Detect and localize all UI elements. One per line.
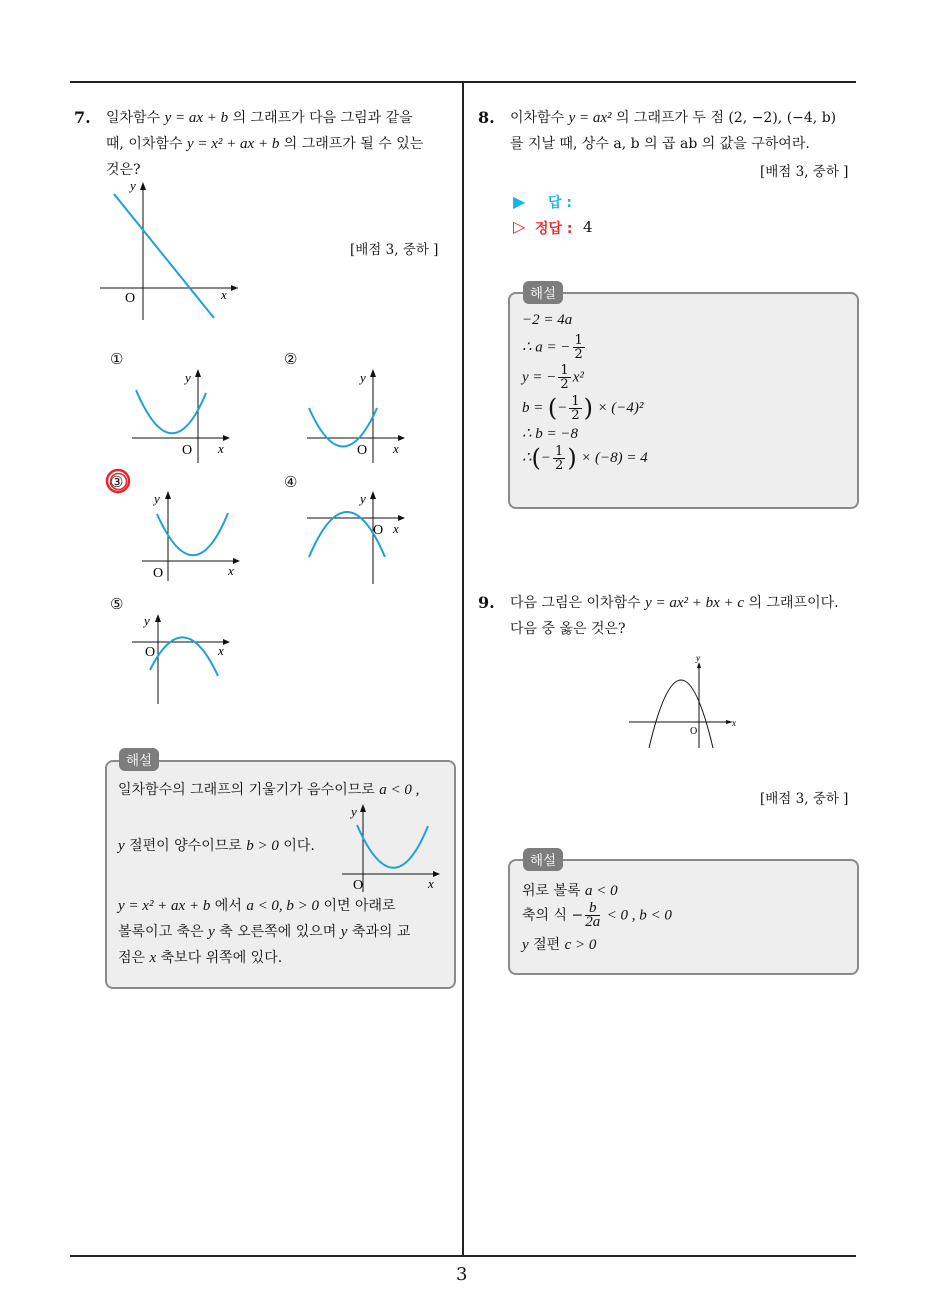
origin-label: O — [353, 878, 364, 892]
correct-answer-label: 정답 : — [535, 221, 573, 237]
option-4-label[interactable]: ④ — [284, 473, 298, 491]
question-7-number: 7. — [74, 108, 91, 127]
answer-arrow-icon: ▶ — [513, 192, 526, 211]
option-5-graph[interactable] — [130, 610, 235, 705]
page-number: 3 — [456, 1264, 468, 1285]
axis-x-label: x — [218, 441, 224, 456]
axis-y-label: y — [360, 491, 366, 506]
option-2-label[interactable]: ② — [284, 350, 298, 368]
q7-solution-tag: 해설 — [119, 748, 159, 771]
question-8-number: 8. — [478, 108, 495, 127]
axis-y-label: y — [696, 653, 700, 663]
q7-solution-line-1: 일차함수의 그래프의 기울기가 음수이므로 a < 0 , — [118, 782, 420, 798]
axis-y-label: y — [130, 178, 136, 193]
axis-y-label: y — [351, 804, 357, 819]
question-9-text: 다음 그림은 이차함수 y = ax² + bx + c 의 그래프이다. 다음 중 옳은 것은? — [510, 595, 839, 637]
origin-label: O — [153, 566, 164, 581]
option-3-graph[interactable] — [140, 487, 245, 582]
axis-x-label: x — [228, 563, 234, 578]
q8-solution-lines: −2 = 4a ∴ a = − $\frac{1}{2}$ y = − $\frac{1}{2}$ x² b = (− $\frac{1}{2}$ ) × (−4)² ∴ b = −8 ∴(− $\frac{1}{2}$ ) × (−8) = 4 — [522, 312, 648, 473]
option-3-label[interactable]: ③ — [110, 473, 124, 491]
origin-label: O — [145, 645, 156, 660]
option-2-graph[interactable] — [305, 365, 410, 465]
q8-solution-tag: 해설 — [523, 281, 563, 304]
q7-solution-graph — [340, 800, 445, 892]
option-5-label[interactable]: ⑤ — [110, 595, 124, 613]
bottom-rule — [70, 1255, 856, 1257]
axis-x-label: x — [393, 441, 399, 456]
axis-x-label: x — [732, 718, 736, 728]
axis-y-label: y — [144, 613, 150, 628]
question-8-text: 이차함수 y = ax² 의 그래프가 두 점 (2, −2), (−4, b) 를 지날 때, 상수 a, b 의 곱 ab 의 값을 구하여라. — [510, 110, 837, 152]
option-1-label[interactable]: ① — [110, 350, 124, 368]
question-7-score: [배점 3, 중하 ] — [350, 242, 439, 258]
correct-arrow-icon: ▷ — [513, 217, 526, 236]
q9-parabola-graph — [625, 652, 745, 752]
option-4-graph[interactable] — [305, 487, 410, 587]
q9-solution-tag: 해설 — [523, 848, 563, 871]
axis-y-label: y — [154, 491, 160, 506]
q7-solution-line-3: y = x² + ax + b 에서 a < 0, b > 0 이면 아래로 볼록이고 축은 y 축 오른쪽에 있으며 y 축과의 교 점은 x 축보다 위쪽에 있다. — [118, 898, 411, 966]
axis-x-label: x — [393, 521, 399, 536]
axis-x-label: x — [221, 287, 227, 302]
question-7-text: 일차함수 y = ax + b 의 그래프가 다음 그림과 같을 때, 이차함수 y = x² + ax + b 의 그래프가 될 수 있는 것은? — [106, 110, 424, 178]
q9-solution-lines: 위로 볼록 a < 0 축의 식 − $\frac{b}{2a}$ < 0 , b < 0 y 절편 c > 0 — [522, 883, 672, 953]
answer-label: 답 : — [548, 195, 572, 211]
origin-label: O — [182, 443, 193, 458]
axis-y-label: y — [360, 370, 366, 385]
correct-answer-value: 4 — [583, 218, 593, 236]
axis-x-label: x — [428, 876, 434, 891]
selected-answer-mark-icon — [104, 467, 134, 497]
q7-solution-line-2: y 절편이 양수이므로 b > 0 이다. — [118, 838, 315, 854]
origin-label: O — [125, 291, 136, 306]
axis-y-label: y — [185, 370, 191, 385]
origin-label: O — [373, 523, 384, 538]
column-divider — [462, 82, 464, 1257]
origin-label: O — [690, 726, 698, 737]
question-8-score: [배점 3, 중하 ] — [760, 164, 849, 180]
option-1-graph[interactable] — [130, 365, 235, 465]
q7-linear-graph — [100, 178, 240, 323]
question-9-score: [배점 3, 중하 ] — [760, 791, 849, 807]
question-9-number: 9. — [478, 593, 495, 612]
axis-x-label: x — [218, 643, 224, 658]
origin-label: O — [357, 443, 368, 458]
